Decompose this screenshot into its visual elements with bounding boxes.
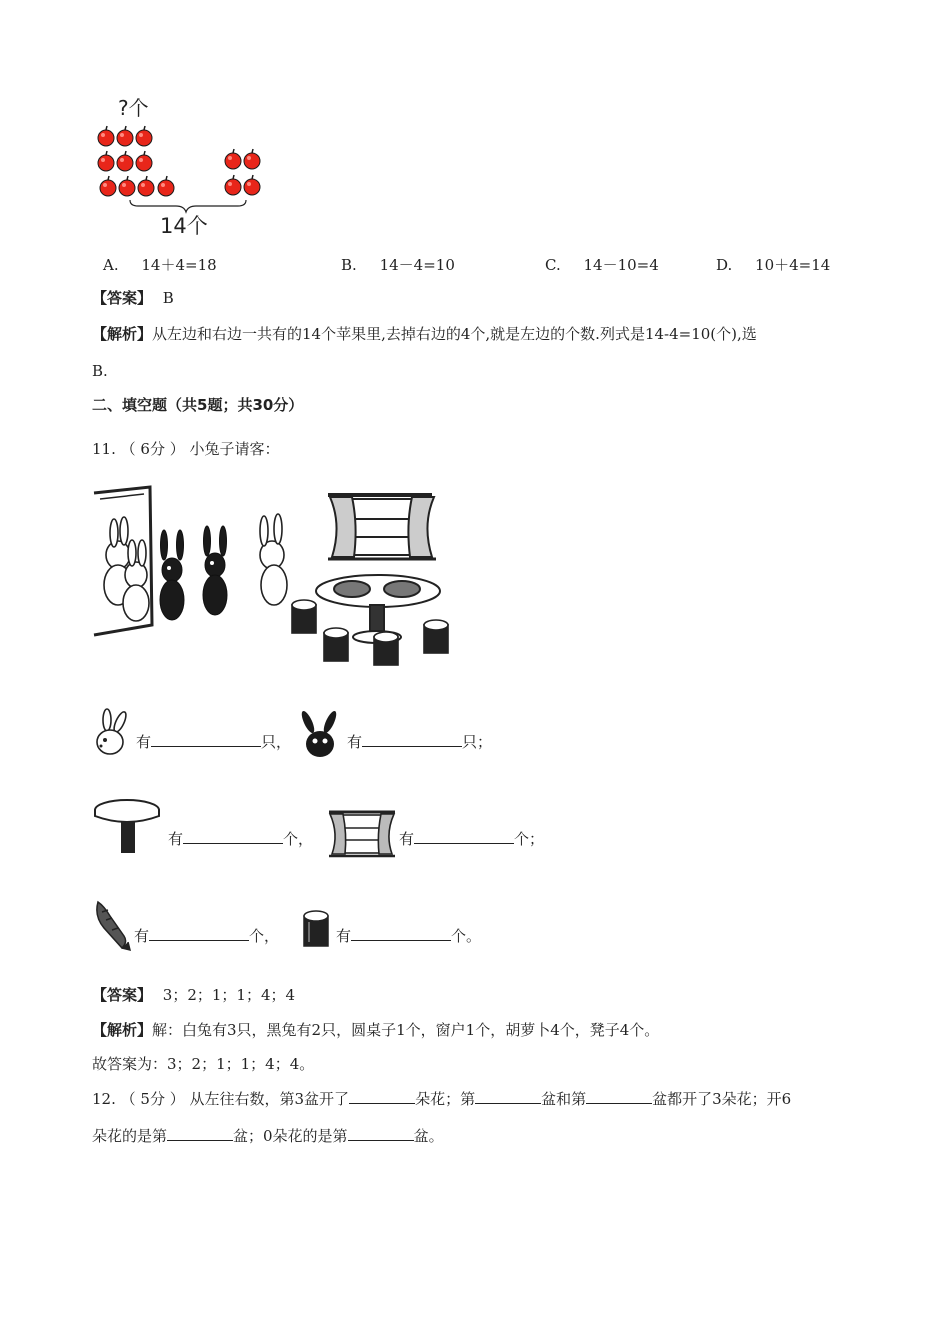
blank-table	[168, 829, 313, 849]
stool-icon	[301, 910, 331, 948]
answer-value: B	[162, 289, 174, 307]
question-text: 朵花的是第	[92, 1127, 168, 1145]
blank-prefix: 有	[134, 927, 150, 945]
blank-black-rabbit	[347, 732, 492, 752]
blank-suffix: 个。	[451, 927, 482, 945]
blank-suffix: 个，	[249, 927, 280, 945]
question-score: （ 6分 ）	[120, 440, 185, 458]
option-c[interactable]	[545, 255, 659, 275]
q10-analysis-cont: B.	[92, 362, 108, 380]
total-label: 14个	[160, 214, 208, 238]
blank-suffix: 个；	[514, 830, 545, 848]
left-apples	[98, 126, 174, 196]
answer-tag: 【答案】	[92, 289, 153, 307]
black-rabbit-icon	[298, 708, 342, 760]
answer-blank[interactable]	[167, 1126, 233, 1141]
answer-blank[interactable]	[349, 1089, 415, 1104]
section-title: 二、填空题（共5题；共30分）	[92, 396, 304, 414]
answer-blank[interactable]	[348, 1126, 414, 1141]
q11-analysis	[92, 1020, 659, 1040]
option-letter: B.	[341, 256, 357, 274]
question-number: 12.	[92, 1090, 116, 1108]
apple-figure	[92, 92, 272, 242]
answer-blank[interactable]	[414, 829, 514, 844]
option-text: 10＋4=14	[755, 256, 831, 274]
blank-white-rabbit	[136, 732, 291, 752]
blank-suffix: 个，	[283, 830, 314, 848]
blank-window	[399, 829, 544, 849]
option-text: 14－10=4	[583, 256, 659, 274]
question-title: 小兔子请客：	[189, 440, 280, 458]
white-rabbit-icon	[92, 708, 134, 758]
q11-conclusion: 故答案为：3；2；1；1；4；4。	[92, 1055, 315, 1073]
question-text: 盆；0朵花的是第	[233, 1127, 348, 1145]
q11-header	[92, 439, 280, 459]
blank-prefix: 有	[168, 830, 184, 848]
blank-prefix: 有	[399, 830, 415, 848]
q10-analysis	[92, 324, 757, 344]
q12-line1	[92, 1089, 791, 1109]
carrot-icon	[92, 898, 134, 952]
round-table-icon	[92, 796, 162, 856]
option-b[interactable]	[341, 255, 455, 275]
blank-prefix: 有	[347, 733, 363, 751]
question-text: 从左往右数，第3盆开了	[189, 1090, 350, 1108]
option-text: 14＋4=18	[141, 256, 217, 274]
right-apples	[225, 149, 260, 195]
analysis-tag: 【解析】	[92, 1021, 153, 1039]
option-letter: D.	[716, 256, 733, 274]
question-score: （ 5分 ）	[120, 1090, 185, 1108]
option-text: 14－4=10	[379, 256, 455, 274]
option-a[interactable]	[103, 255, 217, 275]
answer-blank[interactable]	[151, 732, 261, 747]
option-letter: A.	[103, 256, 119, 274]
rabbit-party-scene	[92, 485, 462, 670]
question-text: 盆。	[413, 1127, 444, 1145]
answer-blank[interactable]	[475, 1089, 541, 1104]
blank-prefix: 有	[336, 927, 352, 945]
q12-line2	[92, 1126, 444, 1146]
answer-blank[interactable]	[362, 732, 462, 747]
question-text: 盆都开了3朵花；开6	[652, 1090, 792, 1108]
option-letter: C.	[545, 256, 561, 274]
answer-blank[interactable]	[586, 1089, 652, 1104]
blank-suffix: 只，	[261, 733, 292, 751]
window-icon	[327, 808, 397, 860]
question-label: ?个	[118, 96, 149, 120]
question-number: 11.	[92, 440, 116, 458]
question-text: 盆和第	[541, 1090, 587, 1108]
answer-blank[interactable]	[351, 926, 451, 941]
q11-answer	[92, 985, 295, 1005]
blank-stool	[336, 926, 481, 946]
analysis-text: 从左边和右边一共有的14个苹果里,去掉右边的4个,就是左边的个数.列式是14-4=10(个),选	[152, 325, 757, 343]
blank-carrot	[134, 926, 279, 946]
blank-prefix: 有	[136, 733, 152, 751]
blank-suffix: 只；	[462, 733, 493, 751]
analysis-text: 解：白兔有3只，黑兔有2只，圆桌子1个，窗户1个，胡萝卜4个，凳子4个。	[152, 1021, 660, 1039]
answer-blank[interactable]	[149, 926, 249, 941]
question-text: 朵花；第	[415, 1090, 476, 1108]
answer-value: 3；2；1；1；4；4	[162, 986, 296, 1004]
answer-tag: 【答案】	[92, 986, 153, 1004]
analysis-tag: 【解析】	[92, 325, 153, 343]
q10-answer	[92, 288, 174, 308]
answer-blank[interactable]	[183, 829, 283, 844]
option-d[interactable]	[716, 255, 830, 275]
